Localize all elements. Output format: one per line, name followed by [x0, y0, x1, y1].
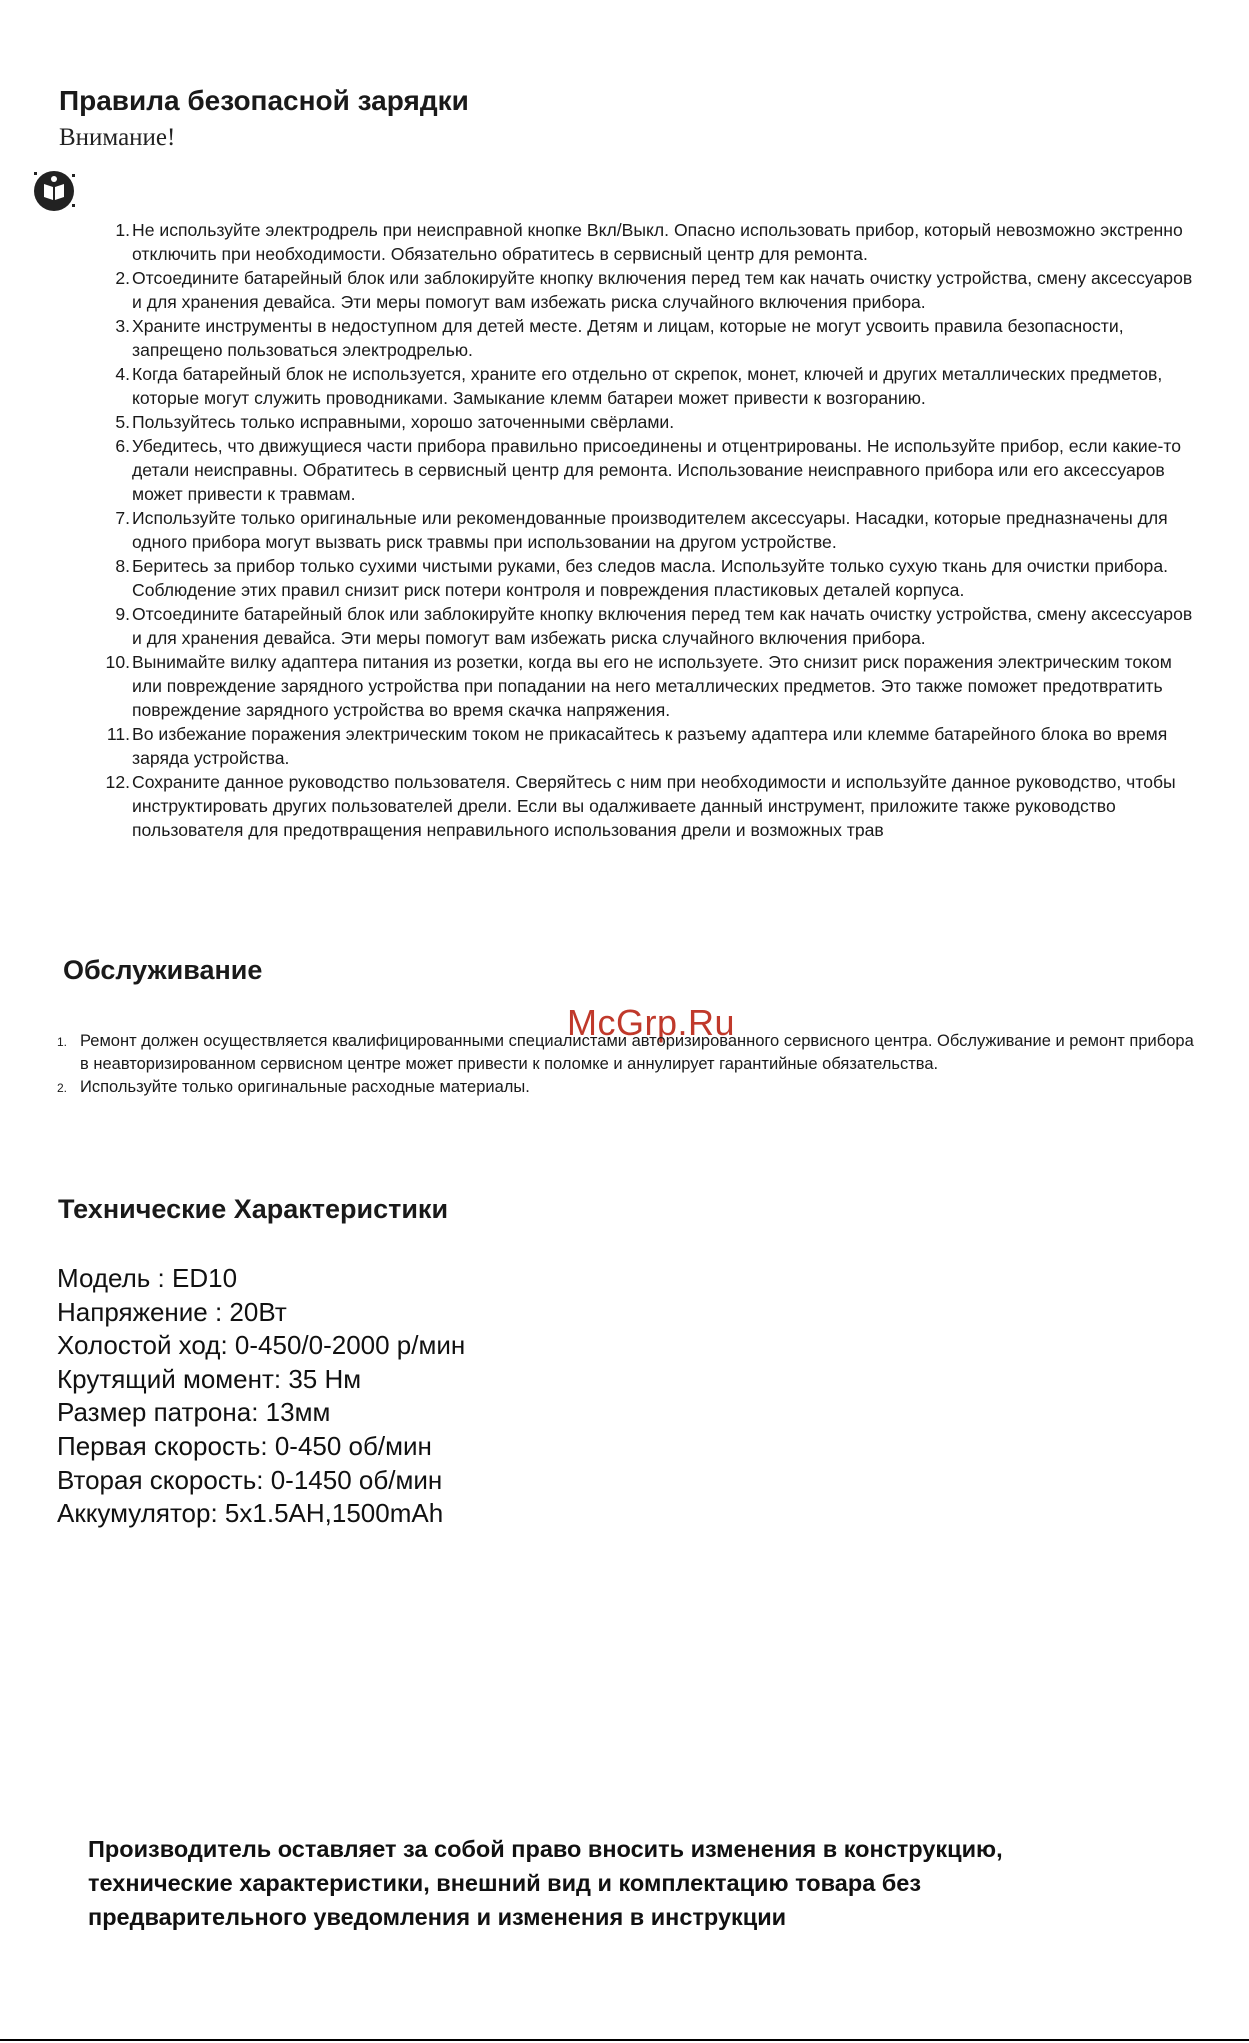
- list-item: 4. Когда батарейный блок не используется, храните его отдельно от скрепок, монет, ключей и других металлических предметов, которые могут служить проводниками. Замыкание клемм батареи может привести к возгоранию.: [115, 364, 1163, 408]
- list-item: 11. Во избежание поражения электрическим током не прикасайтесь к разъему адаптера или клемме батарейного блока во время заряда устройства.: [106, 724, 1168, 768]
- list-item: 8. Беритесь за прибор только сухими чистыми руками, без следов масла. Используйте только сухую ткань для очистки прибора. Соблюдение этих правил снизит риск потери контроля и повреждения пластиковых деталей корпуса.: [115, 556, 1169, 600]
- read-manual-icon: [32, 168, 78, 214]
- service-title: Обслуживание: [63, 955, 263, 985]
- spec-line: Первая скорость: 0-450 об/мин: [57, 1430, 432, 1461]
- list-item: 6. Убедитесь, что движущиеся части прибора правильно присоединены и отцентрированы. Не используйте прибор, если какие-то детали неисправны. Обратитесь в сервисный центр для ремонта. Использование неисправного прибора или его аксессуаров может привести к травмам.: [115, 436, 1182, 504]
- specs-title: Технические Характеристики: [58, 1194, 449, 1224]
- spec-line: Размер патрона: 13мм: [57, 1397, 331, 1428]
- safety-rules-list: [104, 218, 1204, 842]
- spec-line: Модель : ED10: [57, 1263, 238, 1293]
- safety-title: Правила безопасной зарядки: [59, 85, 469, 116]
- spec-line: Холостой ход: 0-450/0-2000 р/мин: [57, 1330, 466, 1361]
- spec-line: Крутящий момент: 35 Нм: [57, 1363, 362, 1394]
- page-bottom-divider: [0, 2039, 1249, 2041]
- spec-line: Аккумулятор: 5х1.5AH,1500mAh: [57, 1498, 444, 1529]
- spec-line: Вторая скорость: 0-1450 об/мин: [57, 1464, 443, 1495]
- list-item: 2. Используйте только оригинальные расходные материалы.: [57, 1078, 530, 1096]
- list-item: 1. Не используйте электродрель при неисправной кнопке Вкл/Выкл. Опасно использовать прибор, который невозможно экстренно отключить при необходимости. Обязательно обратитесь в сервисный центр для ремонта.: [115, 220, 1183, 264]
- list-item: 7. Используйте только оригинальные или рекомендованные производителем аксессуары. Насадки, которые предназначены для одного прибора могут вызвать риск травмы при использовании на другом устройстве.: [115, 508, 1168, 552]
- spec-line: Напряжение : 20Вт: [57, 1296, 287, 1327]
- attention-label: Внимание!: [59, 124, 176, 151]
- list-item: 9. Отсоедините батарейный блок или заблокируйте кнопку включения перед тем как начать очистку устройства, смену аксессуаров и для хранения девайса. Эти меры помогут вам избежать риска случайного включения прибора.: [115, 604, 1193, 648]
- list-item: 3. Храните инструменты в недоступном для детей месте. Детям и лицам, которые не могут усвоить правила безопасности, запрещено пользоваться электродрелью.: [115, 316, 1124, 360]
- list-item: 1. Ремонт должен осуществляется квалифицированными специалистами авторизированного сервисного центра. Обслуживание и ремонт прибора в неавторизированном сервисном центре может привести к поломке и аннулирует гарантийные обязательства.: [57, 1032, 1194, 1073]
- service-list: [57, 1030, 1197, 1099]
- specs-list: [57, 1262, 465, 1531]
- list-item: 5. Пользуйтесь только исправными, хорошо заточенными свёрлами.: [115, 412, 675, 432]
- manufacturer-note: Производитель оставляет за собой право вносить изменения в конструкцию, технические характеристики, внешний вид и комплектацию товара без предварительного уведомления и изменения в инструкции: [88, 1836, 1003, 1930]
- list-item: 2. Отсоедините батарейный блок или заблокируйте кнопку включения перед тем как начать очистку устройства, смену аксессуаров и для хранения девайса. Эти меры помогут вам избежать риска случайного включения прибора.: [115, 268, 1193, 312]
- list-item: 12. Сохраните данное руководство пользователя. Сверяйтесь с ним при необходимости и используйте данное руководство, чтобы инструктировать других пользователей дрели. Если вы одалживаете данный инструмент, приложите также руководство пользователя для предотвращения неправильного использования дрели и возможных трав: [105, 772, 1176, 840]
- watermark: McGrp.Ru: [567, 1002, 736, 1043]
- list-item: 10. Вынимайте вилку адаптера питания из розетки, когда вы его не используете. Это снизит риск поражения электрическим током или повреждение зарядного устройства при попадании на него металлических предметов. Это также поможет предотвратить повреждение зарядного устройства во время скачка напряжения.: [105, 652, 1172, 720]
